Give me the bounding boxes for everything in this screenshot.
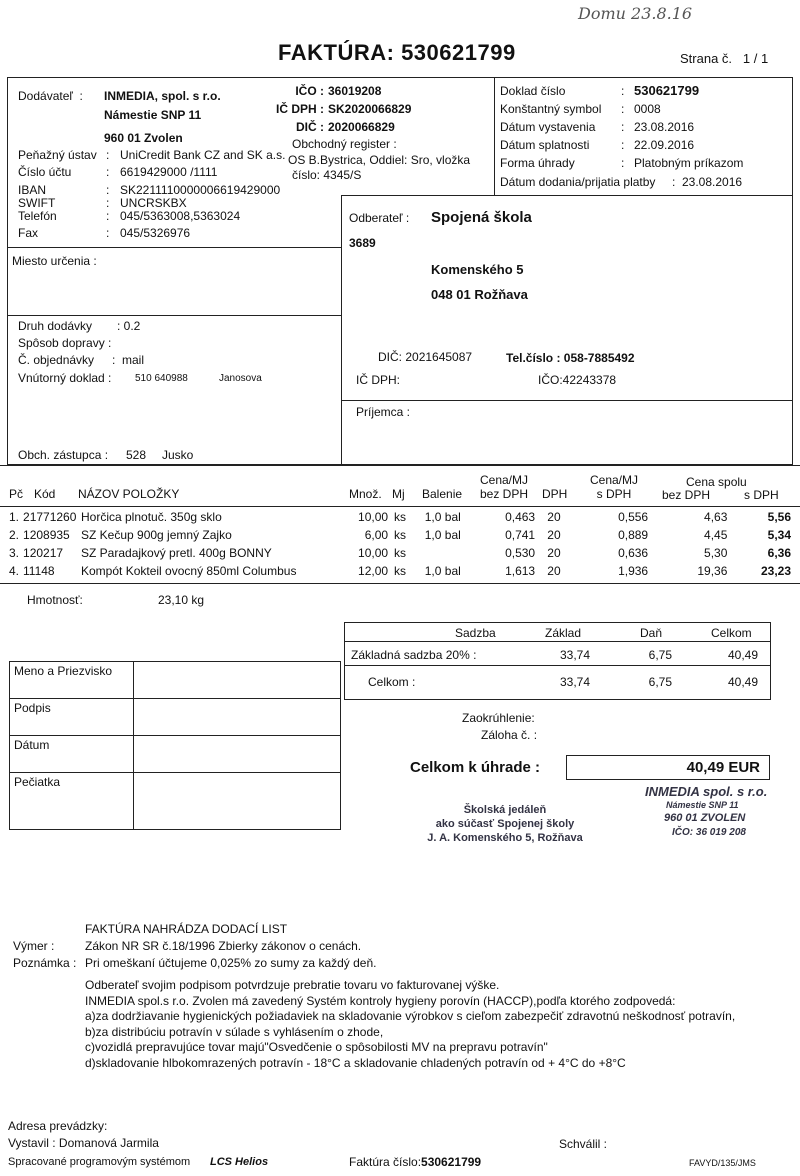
item-pc: 3. bbox=[9, 546, 20, 560]
table-row bbox=[7, 544, 793, 562]
dic-value: 2020066829 bbox=[328, 120, 395, 134]
ico-label: IČO : bbox=[295, 84, 324, 98]
register-line3: číslo: 4345/S bbox=[292, 168, 362, 182]
colon: : bbox=[106, 226, 110, 240]
doc-label: Doklad číslo bbox=[500, 84, 566, 98]
item-unit: ks bbox=[394, 564, 407, 578]
item-name: Kompót Kokteil ovocný 850ml Columbus bbox=[81, 564, 297, 578]
col-qty: Množ. bbox=[349, 487, 382, 501]
note-text: Pri omeškaní účtujeme 0,025% zo sumy za každý deň. bbox=[85, 956, 377, 970]
col-total-gross: s DPH bbox=[744, 488, 779, 502]
table-row bbox=[7, 562, 793, 580]
icdph-label: IČ DPH : bbox=[276, 102, 324, 116]
item-pc: 1. bbox=[9, 510, 20, 524]
const-value: 0008 bbox=[634, 102, 661, 116]
fax-label: Fax bbox=[18, 226, 39, 240]
vat-h-base: Základ bbox=[545, 626, 582, 640]
table-row bbox=[7, 508, 793, 526]
divider bbox=[7, 247, 341, 248]
internal-label: Vnútorný doklad : bbox=[18, 371, 112, 385]
vat-row2-total: 40,49 bbox=[727, 675, 758, 689]
vymer-label: Výmer : bbox=[13, 939, 55, 953]
phone-label: Telefón bbox=[18, 209, 57, 223]
account-label: Číslo účtu bbox=[18, 165, 72, 179]
recipient-label: Príjemca : bbox=[356, 405, 411, 419]
total-value: 40,49 EUR bbox=[686, 759, 760, 776]
signature-field[interactable] bbox=[134, 736, 341, 773]
item-code: 21771260 bbox=[23, 510, 77, 524]
vat-row2-label: Celkom : bbox=[368, 675, 416, 689]
customer-phone: Tel.číslo : 058-7885492 bbox=[506, 351, 635, 365]
weight-label: Hmotnosť: bbox=[27, 593, 83, 607]
item-vat: 20 bbox=[547, 546, 561, 560]
issue-value: 23.08.2016 bbox=[634, 120, 695, 134]
company-stamp-name: INMEDIA spol. s r.o. bbox=[645, 784, 768, 799]
hygiene-paragraph: Odberateľ svojim podpisom potvrdzuje prebratie tovaru vo fakturovanej výške. INMEDIA spol.s r.o. Zvolen má zavedený Systém kontroly hygieny porovín (HACCP),podľa ktorého zodpovedá: a)za dodržiavanie hygienických požiadaviek na skladovanie výrobkov s cieľom zabezpečiť zdravotnú neškodnosť potravín, b)za distribúciu potravín v súlade s vyhlásením o zhode, c)vozidlá prepravujúce tovar majú"Osvedčenie o spôsobilosti MV na prepravu potravín" d)skladovanie hlbokomrazených potravín - 18°C a skladovanie chladených potravín od + 4°C do +8°C bbox=[85, 978, 736, 1070]
signature-field[interactable] bbox=[134, 699, 341, 736]
colon: : bbox=[106, 165, 110, 179]
signature-row bbox=[10, 736, 341, 773]
swift-value: UNCRSKBX bbox=[120, 196, 187, 210]
approved-label: Schválil : bbox=[559, 1137, 608, 1151]
supplier-street: Námestie SNP 11 bbox=[104, 108, 202, 122]
signature-label: Dátum bbox=[10, 736, 134, 773]
icdph-value: SK2020066829 bbox=[328, 102, 412, 116]
item-name: Horčica plnotuč. 350g sklo bbox=[81, 510, 222, 524]
bank-label: Peňažný ústav bbox=[18, 148, 97, 162]
signature-row bbox=[10, 662, 341, 699]
item-unit: ks bbox=[394, 528, 407, 542]
company-stamp-ico: IČO: 36 019 208 bbox=[672, 827, 746, 838]
item-qty: 10,00 bbox=[358, 510, 389, 524]
item-unit: ks bbox=[394, 546, 407, 560]
delivery-date-label: Dátum dodania/prijatia platby bbox=[500, 175, 656, 189]
dic-label: DIČ : bbox=[296, 120, 324, 134]
item-vat: 20 bbox=[547, 564, 561, 578]
item-code: 11148 bbox=[23, 564, 55, 578]
due-value: 22.09.2016 bbox=[634, 138, 695, 152]
item-price-gross: 0,889 bbox=[618, 528, 649, 542]
item-price-gross: 1,936 bbox=[618, 564, 649, 578]
page-value: 1 / 1 bbox=[742, 51, 769, 66]
colon: : bbox=[106, 209, 110, 223]
handwritten-note: Domu 23.8.16 bbox=[578, 4, 693, 23]
colon: : bbox=[621, 138, 625, 152]
total-label: Celkom k úhrade : bbox=[410, 759, 541, 776]
item-total-gross: 5,56 bbox=[767, 510, 791, 524]
item-total-net: 4,63 bbox=[704, 510, 728, 524]
vat-row2-tax: 6,75 bbox=[648, 675, 672, 689]
table-row bbox=[7, 526, 793, 544]
payment-label: Forma úhrady bbox=[500, 156, 575, 170]
swift-label: SWIFT bbox=[18, 196, 56, 210]
colon: : bbox=[621, 84, 625, 98]
item-pc: 4. bbox=[9, 564, 20, 578]
doc-value: 530621799 bbox=[634, 83, 700, 98]
footer-invoice: Faktúra číslo:530621799 bbox=[349, 1155, 482, 1169]
customer-code: 3689 bbox=[349, 236, 376, 250]
item-price-net: 1,613 bbox=[505, 564, 536, 578]
item-pack: 1,0 bal bbox=[424, 528, 461, 542]
customer-dic: DIČ: 2021645087 bbox=[378, 350, 473, 364]
page-indicator bbox=[680, 51, 768, 66]
col-unit: Mj bbox=[392, 487, 405, 501]
item-unit: ks bbox=[394, 510, 407, 524]
item-total-gross: 5,34 bbox=[767, 528, 791, 542]
signature-label: Meno a Priezvisko bbox=[10, 662, 134, 699]
address-label: Adresa prevádzky: bbox=[8, 1119, 108, 1133]
signature-row bbox=[10, 773, 341, 830]
weight-value: 23,10 kg bbox=[158, 593, 205, 607]
col-code: Kód bbox=[34, 487, 56, 501]
item-pack: 1,0 bal bbox=[424, 510, 461, 524]
item-qty: 12,00 bbox=[358, 564, 389, 578]
vat-h-rate: Sadzba bbox=[455, 626, 496, 640]
item-price-gross: 0,556 bbox=[618, 510, 649, 524]
issued-label: Vystavil : Domanová Jarmila bbox=[8, 1136, 159, 1150]
col-pack: Balenie bbox=[422, 487, 463, 501]
delivery-date-value: 23.08.2016 bbox=[682, 175, 743, 189]
item-name: SZ Paradajkový pretl. 400g BONNY bbox=[81, 546, 272, 560]
divider bbox=[494, 77, 495, 195]
item-total-net: 4,45 bbox=[704, 528, 728, 542]
item-price-net: 0,741 bbox=[505, 528, 536, 542]
colon: : bbox=[621, 102, 625, 116]
issue-label: Dátum vystavenia bbox=[500, 120, 596, 134]
item-price-net: 0,463 bbox=[505, 510, 536, 524]
item-code: 120217 bbox=[23, 546, 64, 560]
col-pc: Pč bbox=[9, 487, 24, 501]
internal-name: Janosova bbox=[219, 373, 262, 384]
item-qty: 6,00 bbox=[364, 528, 389, 542]
signature-field[interactable] bbox=[134, 662, 341, 699]
items-table bbox=[7, 508, 793, 580]
fax-value: 045/5326976 bbox=[120, 226, 191, 240]
system-name: LCS Helios bbox=[210, 1156, 269, 1168]
internal-value: 510 640988 bbox=[135, 373, 188, 384]
rep-label: Obch. zástupca : bbox=[18, 448, 109, 462]
customer-box bbox=[341, 195, 793, 401]
item-qty: 10,00 bbox=[358, 546, 389, 560]
item-total-gross: 6,36 bbox=[767, 546, 791, 560]
signature-row bbox=[10, 699, 341, 736]
colon: : bbox=[621, 156, 625, 170]
supplier-name: INMEDIA, spol. s r.o. bbox=[104, 89, 221, 103]
due-label: Dátum splatnosti bbox=[500, 138, 590, 152]
col-name: NÁZOV POLOŽKY bbox=[78, 487, 180, 501]
customer-icdph-label: IČ DPH: bbox=[356, 373, 401, 387]
colon: : bbox=[106, 196, 110, 210]
col-total: Cena spolu bbox=[686, 475, 747, 489]
destination-label: Miesto určenia : bbox=[12, 254, 97, 268]
item-vat: 20 bbox=[547, 528, 561, 542]
rounding-label: Zaokrúhlenie: bbox=[462, 711, 535, 725]
signature-label: Podpis bbox=[10, 699, 134, 736]
page-label: Strana č. bbox=[680, 51, 733, 66]
school-stamp: Školská jedáleň ako súčasť Spojenej školy J. A. Komenského 5, Rožňava bbox=[427, 804, 583, 844]
order-value: : mail bbox=[112, 353, 145, 367]
col-total-net: bez DPH bbox=[662, 488, 711, 502]
rep-value: 528 bbox=[126, 448, 147, 462]
note-label: Poznámka : bbox=[13, 956, 77, 970]
const-label: Konštantný symbol bbox=[500, 102, 602, 116]
customer-name: Spojená škola bbox=[431, 209, 532, 226]
advance-label: Záloha č. : bbox=[481, 728, 538, 742]
item-price-net: 0,530 bbox=[505, 546, 536, 560]
register-line1: Obchodný register : bbox=[292, 137, 397, 151]
supplier-label: Dodávateľ : bbox=[18, 89, 83, 103]
col-vat: DPH bbox=[542, 487, 568, 501]
col-price-gross: Cena/MJ s DPH bbox=[589, 473, 639, 501]
divider bbox=[344, 641, 771, 642]
vat-row1-tax: 6,75 bbox=[648, 648, 672, 662]
item-pc: 2. bbox=[9, 528, 20, 542]
register-line2: OS B.Bystrica, Oddiel: Sro, vložka bbox=[288, 153, 471, 167]
item-total-gross: 23,23 bbox=[760, 564, 791, 578]
iban-value: SK2211110000006619429000 bbox=[120, 183, 281, 197]
vat-h-tax: Daň bbox=[640, 626, 663, 640]
title-number: 530621799 bbox=[401, 40, 516, 65]
item-price-gross: 0,636 bbox=[618, 546, 649, 560]
supplier-city: 960 01 Zvolen bbox=[104, 131, 183, 145]
divider bbox=[344, 665, 771, 666]
item-code: 1208935 bbox=[23, 528, 70, 542]
divider bbox=[0, 506, 800, 507]
iban-label: IBAN bbox=[18, 183, 47, 197]
item-pack: 1,0 bal bbox=[424, 564, 461, 578]
divider bbox=[7, 315, 341, 316]
item-pack bbox=[410, 544, 476, 562]
rep-name: Jusko bbox=[162, 448, 194, 462]
item-total-net: 19,36 bbox=[697, 564, 728, 578]
transport-label: Spôsob dopravy : bbox=[18, 336, 112, 350]
title-prefix: FAKTÚRA: bbox=[278, 40, 395, 65]
invoice-title bbox=[278, 40, 516, 66]
bank-value: UniCredit Bank CZ and SK a.s. bbox=[120, 148, 286, 162]
vat-row1-label: Základná sadzba 20% : bbox=[351, 648, 477, 662]
vat-row1-base: 33,74 bbox=[559, 648, 590, 662]
company-stamp-street: Námestie SNP 11 bbox=[666, 800, 739, 810]
system-label: Spracované programovým systémom bbox=[8, 1156, 191, 1168]
account-value: 6619429000 /1111 bbox=[120, 165, 218, 179]
company-stamp-city: 960 01 ZVOLEN bbox=[664, 812, 746, 824]
signature-label: Pečiatka bbox=[10, 773, 134, 830]
signature-field[interactable] bbox=[134, 773, 341, 830]
colon: : bbox=[106, 148, 110, 162]
footer-code: FAVYD/135/JMS bbox=[689, 1158, 756, 1168]
vymer-text: Zákon NR SR č.18/1996 Zbierky zákonov o cenách. bbox=[85, 939, 362, 953]
vat-row2-base: 33,74 bbox=[559, 675, 590, 689]
colon: : bbox=[106, 183, 110, 197]
phone-value: 045/5363008,5363024 bbox=[120, 209, 241, 223]
ico-value: 36019208 bbox=[328, 84, 382, 98]
colon: : bbox=[621, 120, 625, 134]
divider bbox=[0, 583, 800, 584]
colon: : bbox=[672, 175, 676, 189]
signature-table bbox=[9, 661, 341, 830]
customer-ico: IČO:42243378 bbox=[538, 373, 617, 387]
customer-label: Odberateľ : bbox=[349, 211, 410, 225]
col-price-net: Cena/MJ bez DPH bbox=[479, 473, 529, 501]
customer-city: 048 01 Rožňava bbox=[431, 287, 528, 302]
item-vat: 20 bbox=[547, 510, 561, 524]
replaces-note: FAKTÚRA NAHRÁDZA DODACÍ LIST bbox=[85, 922, 288, 936]
item-name: SZ Kečup 900g jemný Zajko bbox=[81, 528, 232, 542]
order-label: Č. objednávky bbox=[18, 353, 95, 367]
delivery-type-value: : 0.2 bbox=[117, 319, 141, 333]
vat-row1-total: 40,49 bbox=[727, 648, 758, 662]
payment-value: Platobným príkazom bbox=[634, 156, 744, 170]
delivery-type-label: Druh dodávky bbox=[18, 319, 93, 333]
item-total-net: 5,30 bbox=[704, 546, 728, 560]
divider bbox=[341, 401, 342, 465]
customer-street: Komenského 5 bbox=[431, 262, 524, 277]
divider bbox=[0, 465, 800, 466]
vat-h-total: Celkom bbox=[711, 626, 752, 640]
